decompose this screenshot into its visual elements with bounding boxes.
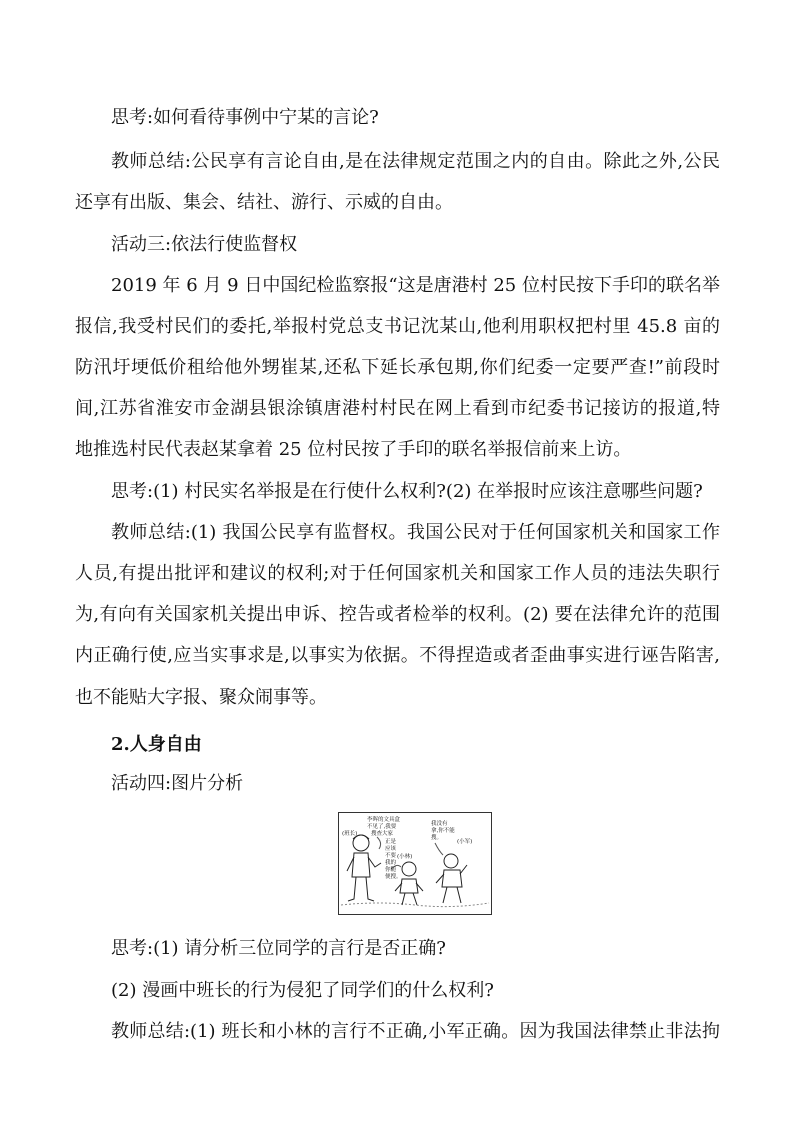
xiaojun-legs (443, 887, 461, 903)
speech-jun-3: 搜。 (431, 835, 443, 841)
speech-jun-1: 我没有 (431, 821, 448, 827)
speech-jun-2: 拿,你不能 (431, 828, 455, 834)
case-paragraph-line-1: 2019 年 6 月 9 日中国纪检监察报“这是唐港村 25 位村民按下手印的联名举 (111, 275, 720, 296)
speech-lin-1: 正是 (385, 839, 397, 845)
speech-lin-6: 便搜。 (385, 874, 402, 880)
speech-lin-4: 我的 (385, 860, 397, 866)
teacher-summary-2c: 为,有向有关国家机关提出申诉、控告或者检举的权利。(2) 要在法律允许的范围 (75, 604, 720, 625)
xiaolin-legs (402, 893, 417, 905)
monitor-body (352, 853, 370, 877)
label-monitor: (班长) (342, 831, 358, 837)
activity-3-heading: 活动三:依法行使监督权 (111, 234, 298, 255)
think-question-2: 思考:(1) 村民实名举报是在行使什么权利?(2) 在举报时应该注意哪些问题? (111, 481, 703, 502)
xiaojun-body (442, 870, 462, 887)
label-lin: (小林) (397, 854, 413, 860)
case-paragraph-line-5: 地推选村民代表赵某拿着 25 位村民按了手印的联名举报信前来上访。 (75, 439, 632, 460)
xiaojun-head (444, 854, 458, 868)
xiaolin-head (402, 862, 416, 876)
speech-lin-3: 不要 (385, 853, 397, 859)
cartoon-drawing (339, 813, 491, 914)
teacher-summary-2e: 也不能贴大字报、聚众闹事等。 (75, 687, 327, 708)
monitor-arms (347, 857, 381, 871)
case-paragraph-line-2: 报信,我受村民们的委托,举报村党总支书记沈某山,他利用职权把村里 45.8 亩的 (75, 316, 720, 337)
xiaolin-arms (395, 883, 423, 891)
xiaolin-body (400, 879, 418, 893)
speech-monitor-3: 搜查大家 (371, 831, 394, 837)
think-question-3b: (2) 漫画中班长的行为侵犯了同学们的什么权利? (111, 980, 494, 1001)
think-question-3a: 思考:(1) 请分析三位同学的言行是否正确? (111, 938, 446, 959)
case-paragraph-line-4: 间,江苏省淮安市金湖县银涂镇唐港村村民在网上看到市纪委书记接访的报道,特 (75, 398, 720, 419)
speech-lin-5: 你随 (385, 867, 397, 873)
speech-lin-2: 应该 (385, 846, 397, 852)
speech-monitor-1: 李晖的文具盒 (367, 817, 401, 823)
teacher-summary-3: 教师总结:(1) 班长和小林的言行不正确,小军正确。因为我国法律禁止非法拘 (111, 1021, 720, 1042)
teacher-summary-1b: 还享有出版、集会、结社、游行、示威的自由。 (75, 192, 453, 213)
label-jun: (小军) (457, 839, 473, 845)
section-heading-personal-freedom: 2.人身自由 (111, 734, 202, 755)
teacher-summary-2b: 人员,有提出批评和建议的权利;对于任何国家机关和国家工作人员的违法失职行 (75, 563, 720, 584)
teacher-summary-1a: 教师总结:公民享有言论自由,是在法律规定范围之内的自由。除此之外,公民 (111, 151, 720, 172)
case-paragraph-line-3: 防汛圩埂低价租给他外甥崔某,还私下延长承包期,你们纪委一定要严查!”前段时 (75, 357, 720, 378)
monitor-legs (348, 877, 374, 901)
teacher-summary-2a: 教师总结:(1) 我国公民享有监督权。我国公民对于任何国家机关和国家工作 (111, 522, 720, 543)
speech-monitor-2: 不见了,我要 (367, 824, 397, 830)
activity-4-heading: 活动四:图片分析 (111, 773, 244, 794)
cartoon-illustration (338, 812, 492, 915)
teacher-summary-2d: 内正确行使,应当实事求是,以事实为依据。不得捏造或者歪曲事实进行诬告陷害, (75, 645, 720, 666)
think-question-1: 思考:如何看待事例中宁某的言论? (111, 107, 379, 128)
